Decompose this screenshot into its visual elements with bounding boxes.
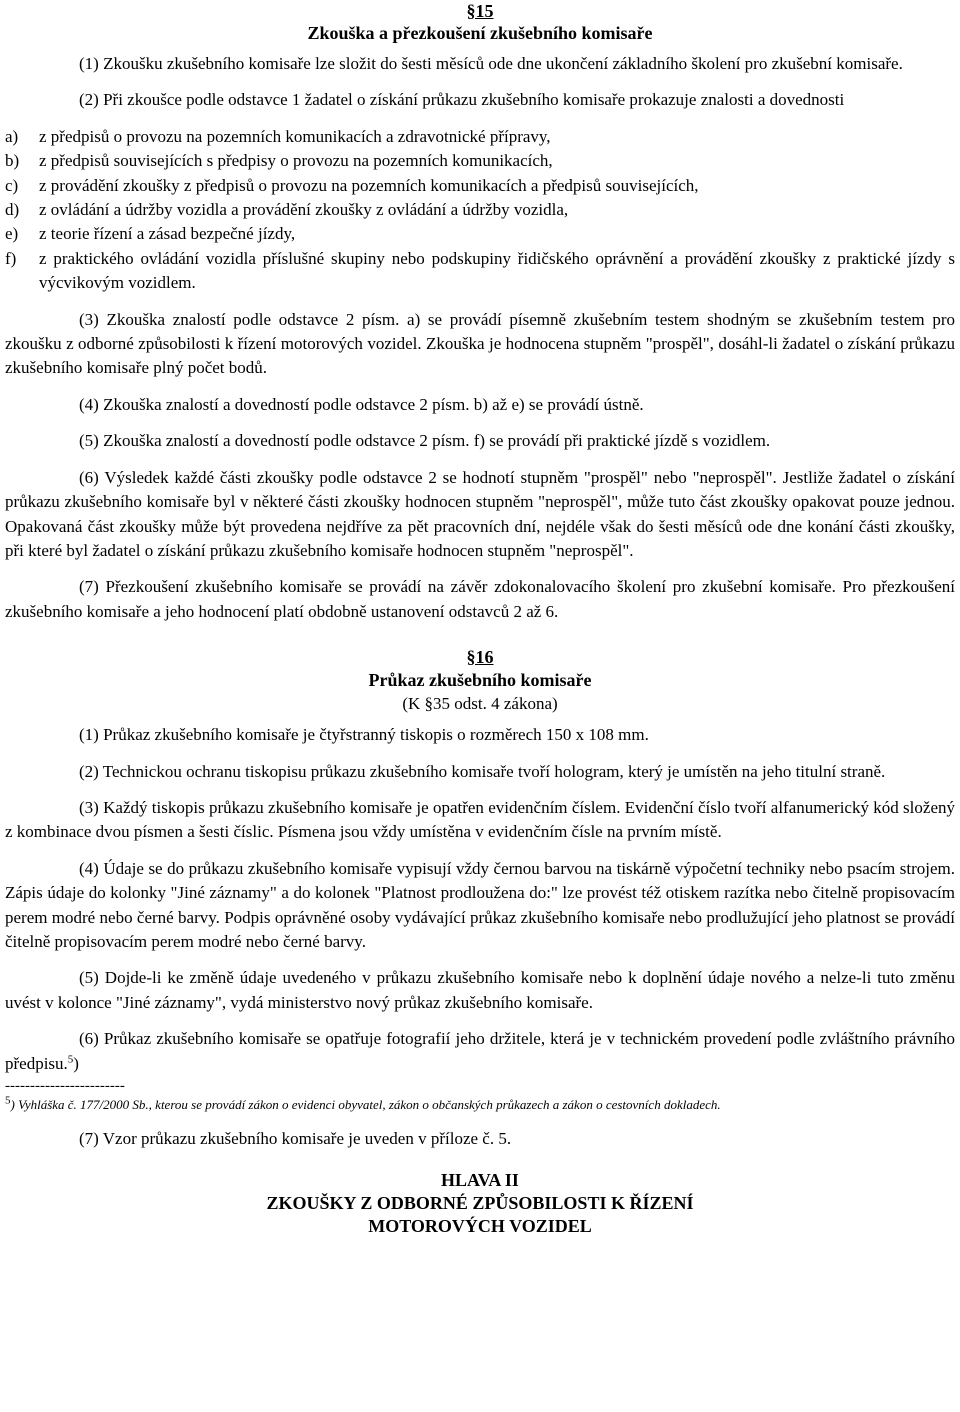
spacer xyxy=(5,1151,955,1169)
s15-paragraph-3: (3) Zkouška znalostí podle odstavce 2 písm. a) se provádí písemně zkušebním testem shodným se zkušebním testem pro zkoušku z odborné způsobilosti k řízení motorových vozidel. Zkouška je hodnocena stupněm "prospěl", dosáhl-li žadatel o získání průkazu zkušebního komisaře plný počet bodů. xyxy=(5,309,955,378)
spacer xyxy=(5,954,955,966)
section-15-number: §15 xyxy=(466,1,494,21)
s15-paragraph-4: (4) Zkouška znalostí a dovedností podle odstavce 2 písm. b) až e) se provádí ústně. xyxy=(79,394,644,414)
list-text: z předpisů souvisejících s předpisy o provozu na pozemních komunikacích, xyxy=(39,151,553,171)
list-item xyxy=(5,125,955,149)
s15-paragraph-7: (7) Přezkoušení zkušebního komisaře se provádí na závěr zdokonalovacího školení pro zkušební komisaře. Pro přezkoušení zkušebního komisaře a jeho hodnocení platí obdobně ustanovení odstavců 2 až 6. xyxy=(5,577,955,621)
chapter-title-line-2: MOTOROVÝCH VOZIDEL xyxy=(368,1216,592,1237)
list-text: z teorie řízení a zásad bezpečné jízdy, xyxy=(39,224,296,244)
list-item xyxy=(5,174,955,198)
spacer xyxy=(5,784,955,796)
list-marker: a) xyxy=(5,126,19,146)
footnote-separator: ------------------------ xyxy=(5,1078,125,1094)
list-item xyxy=(5,222,955,246)
list-text: z ovládání a údržby vozidla a provádění zkoušky z ovládání a údržby vozidla, xyxy=(39,200,569,220)
spacer xyxy=(5,563,955,575)
list-item xyxy=(5,198,955,222)
chapter-title-line-1: ZKOUŠKY Z ODBORNÉ ZPŮSOBILOSTI K ŘÍZENÍ xyxy=(266,1193,694,1214)
s16-paragraph-5: (5) Dojde-li ke změně údaje uvedeného v průkazu zkušebního komisaře nebo k doplnění údaje nového a nelze-li tuto změnu uvést v kolonce "Jiné záznamy", vydá ministerstvo nový průkaz zkušebního komisaře. xyxy=(5,968,955,1012)
list-marker: d) xyxy=(5,200,20,220)
footnote-text: ) Vyhláška č. 177/2000 Sb., kterou se provádí zákon o evidenci obyvatel, zákon o občanských průkazech a zákon o cestovních dokladech. xyxy=(10,1097,721,1112)
section-16-subtitle: (K §35 odst. 4 zákona) xyxy=(402,694,558,714)
list-text: z předpisů o provozu na pozemních komunikacích a zdravotnické přípravy, xyxy=(39,126,551,146)
s15-paragraph-6: (6) Výsledek každé části zkoušky podle odstavce 2 se hodnotí stupněm "prospěl" nebo "neprospěl". Jestliže žadatel o získání průkazu zkušebního komisaře byl v některé části zkoušky hodnocen stupněm "neprospěl", může tuto část zkoušky opakovat pouze jednou. Opakovaná část zkoušky může být provedena nejdříve za pět pracovních dní, nejdéle však do šesti měsíců ode dne konání části zkoušky, při které byl žadatel o získání průkazu zkušebního komisaře hodnocen stupněm "neprospěl". xyxy=(5,467,955,560)
list-marker: b) xyxy=(5,151,20,171)
list-item xyxy=(5,149,955,173)
list-marker: c) xyxy=(5,175,19,195)
s16-paragraph-1: (1) Průkaz zkušebního komisaře je čtyřstranný tiskopis o rozměrech 150 x 108 mm. xyxy=(79,725,649,745)
s16-paragraph-7: (7) Vzor průkazu zkušebního komisaře je uveden v příloze č. 5. xyxy=(79,1129,512,1148)
section-16-number: §16 xyxy=(466,647,494,668)
spacer xyxy=(5,113,955,125)
spacer xyxy=(5,1115,955,1127)
s16-paragraph-6-text: (6) Průkaz zkušebního komisaře se opatřuje fotografií jeho držitele, která je v technickém provedení podle zvláštního právního předpisu. xyxy=(5,1029,955,1073)
s15-paragraph-1: (1) Zkoušku zkušebního komisaře lze složit do šesti měsíců ode dne ukončení základního školení pro zkušební komisaře. xyxy=(79,54,903,73)
footnote-number: 5 xyxy=(5,1094,11,1107)
s16-paragraph-2: (2) Technickou ochranu tiskopisu průkazu zkušebního komisaře tvoří hologram, který je umístěn na jeho titulní straně. xyxy=(79,761,886,781)
list-marker: e) xyxy=(5,224,19,244)
footnote-reference: 5 xyxy=(67,1052,74,1065)
s15-skills-list xyxy=(5,125,955,296)
spacer xyxy=(5,417,955,429)
s16-paragraph-4: (4) Údaje se do průkazu zkušebního komisaře vypisují vždy černou barvou na tiskárně výpočetní techniky nebo psacím strojem. Zápis údaje do kolonky "Jiné záznamy" a do kolonek "Platnost prodloužena do:" lze provést též otiskem razítka nebo čitelně propisovacím perem modré nebo černé barvy. Podpis oprávněné osoby vydávající průkaz zkušebního komisaře nebo prodlužující jeho platnost se provádí čitelně propisovacím perem modré nebo černé barvy. xyxy=(5,858,955,951)
spacer xyxy=(5,76,955,88)
spacer xyxy=(5,296,955,308)
s15-paragraph-2: (2) Při zkoušce podle odstavce 1 žadatel o získání průkazu zkušebního komisaře prokazuje znalosti a dovednosti xyxy=(79,90,845,110)
spacer xyxy=(5,454,955,466)
spacer xyxy=(5,845,955,857)
footnote-reference-paren: ) xyxy=(73,1053,79,1073)
section-15-title: Zkouška a přezkoušení zkušebního komisaře xyxy=(307,23,653,43)
s16-paragraph-6 xyxy=(5,1027,955,1076)
list-marker: f) xyxy=(5,248,17,268)
s15-paragraph-5: (5) Zkouška znalostí a dovedností podle odstavce 2 písm. f) se provádí při praktické jízdě s vozidlem. xyxy=(79,431,771,451)
spacer xyxy=(5,1015,955,1027)
spacer xyxy=(5,748,955,760)
footnote xyxy=(5,1095,955,1115)
s16-paragraph-3: (3) Každý tiskopis průkazu zkušebního komisaře je opatřen evidenčním číslem. Evidenční číslo tvoří alfanumerický kód složený z kombinace dvou písmen a šesti číslic. Písmena jsou vždy umístěna v evidenčním čísle na prvním místě. xyxy=(5,797,955,842)
list-text: z praktického ovládání vozidla příslušné skupiny nebo podskupiny řidičského oprávnění a provádění zkoušky z praktické jízdy s výcvikovým vozidlem. xyxy=(39,248,955,293)
spacer xyxy=(5,624,955,646)
chapter-number: HLAVA II xyxy=(441,1170,519,1191)
list-text: z provádění zkoušky z předpisů o provozu na pozemních komunikacích a předpisů souvisejících, xyxy=(39,175,699,195)
section-16-title: Průkaz zkušebního komisaře xyxy=(368,670,592,691)
spacer xyxy=(5,381,955,393)
list-item xyxy=(5,247,955,296)
